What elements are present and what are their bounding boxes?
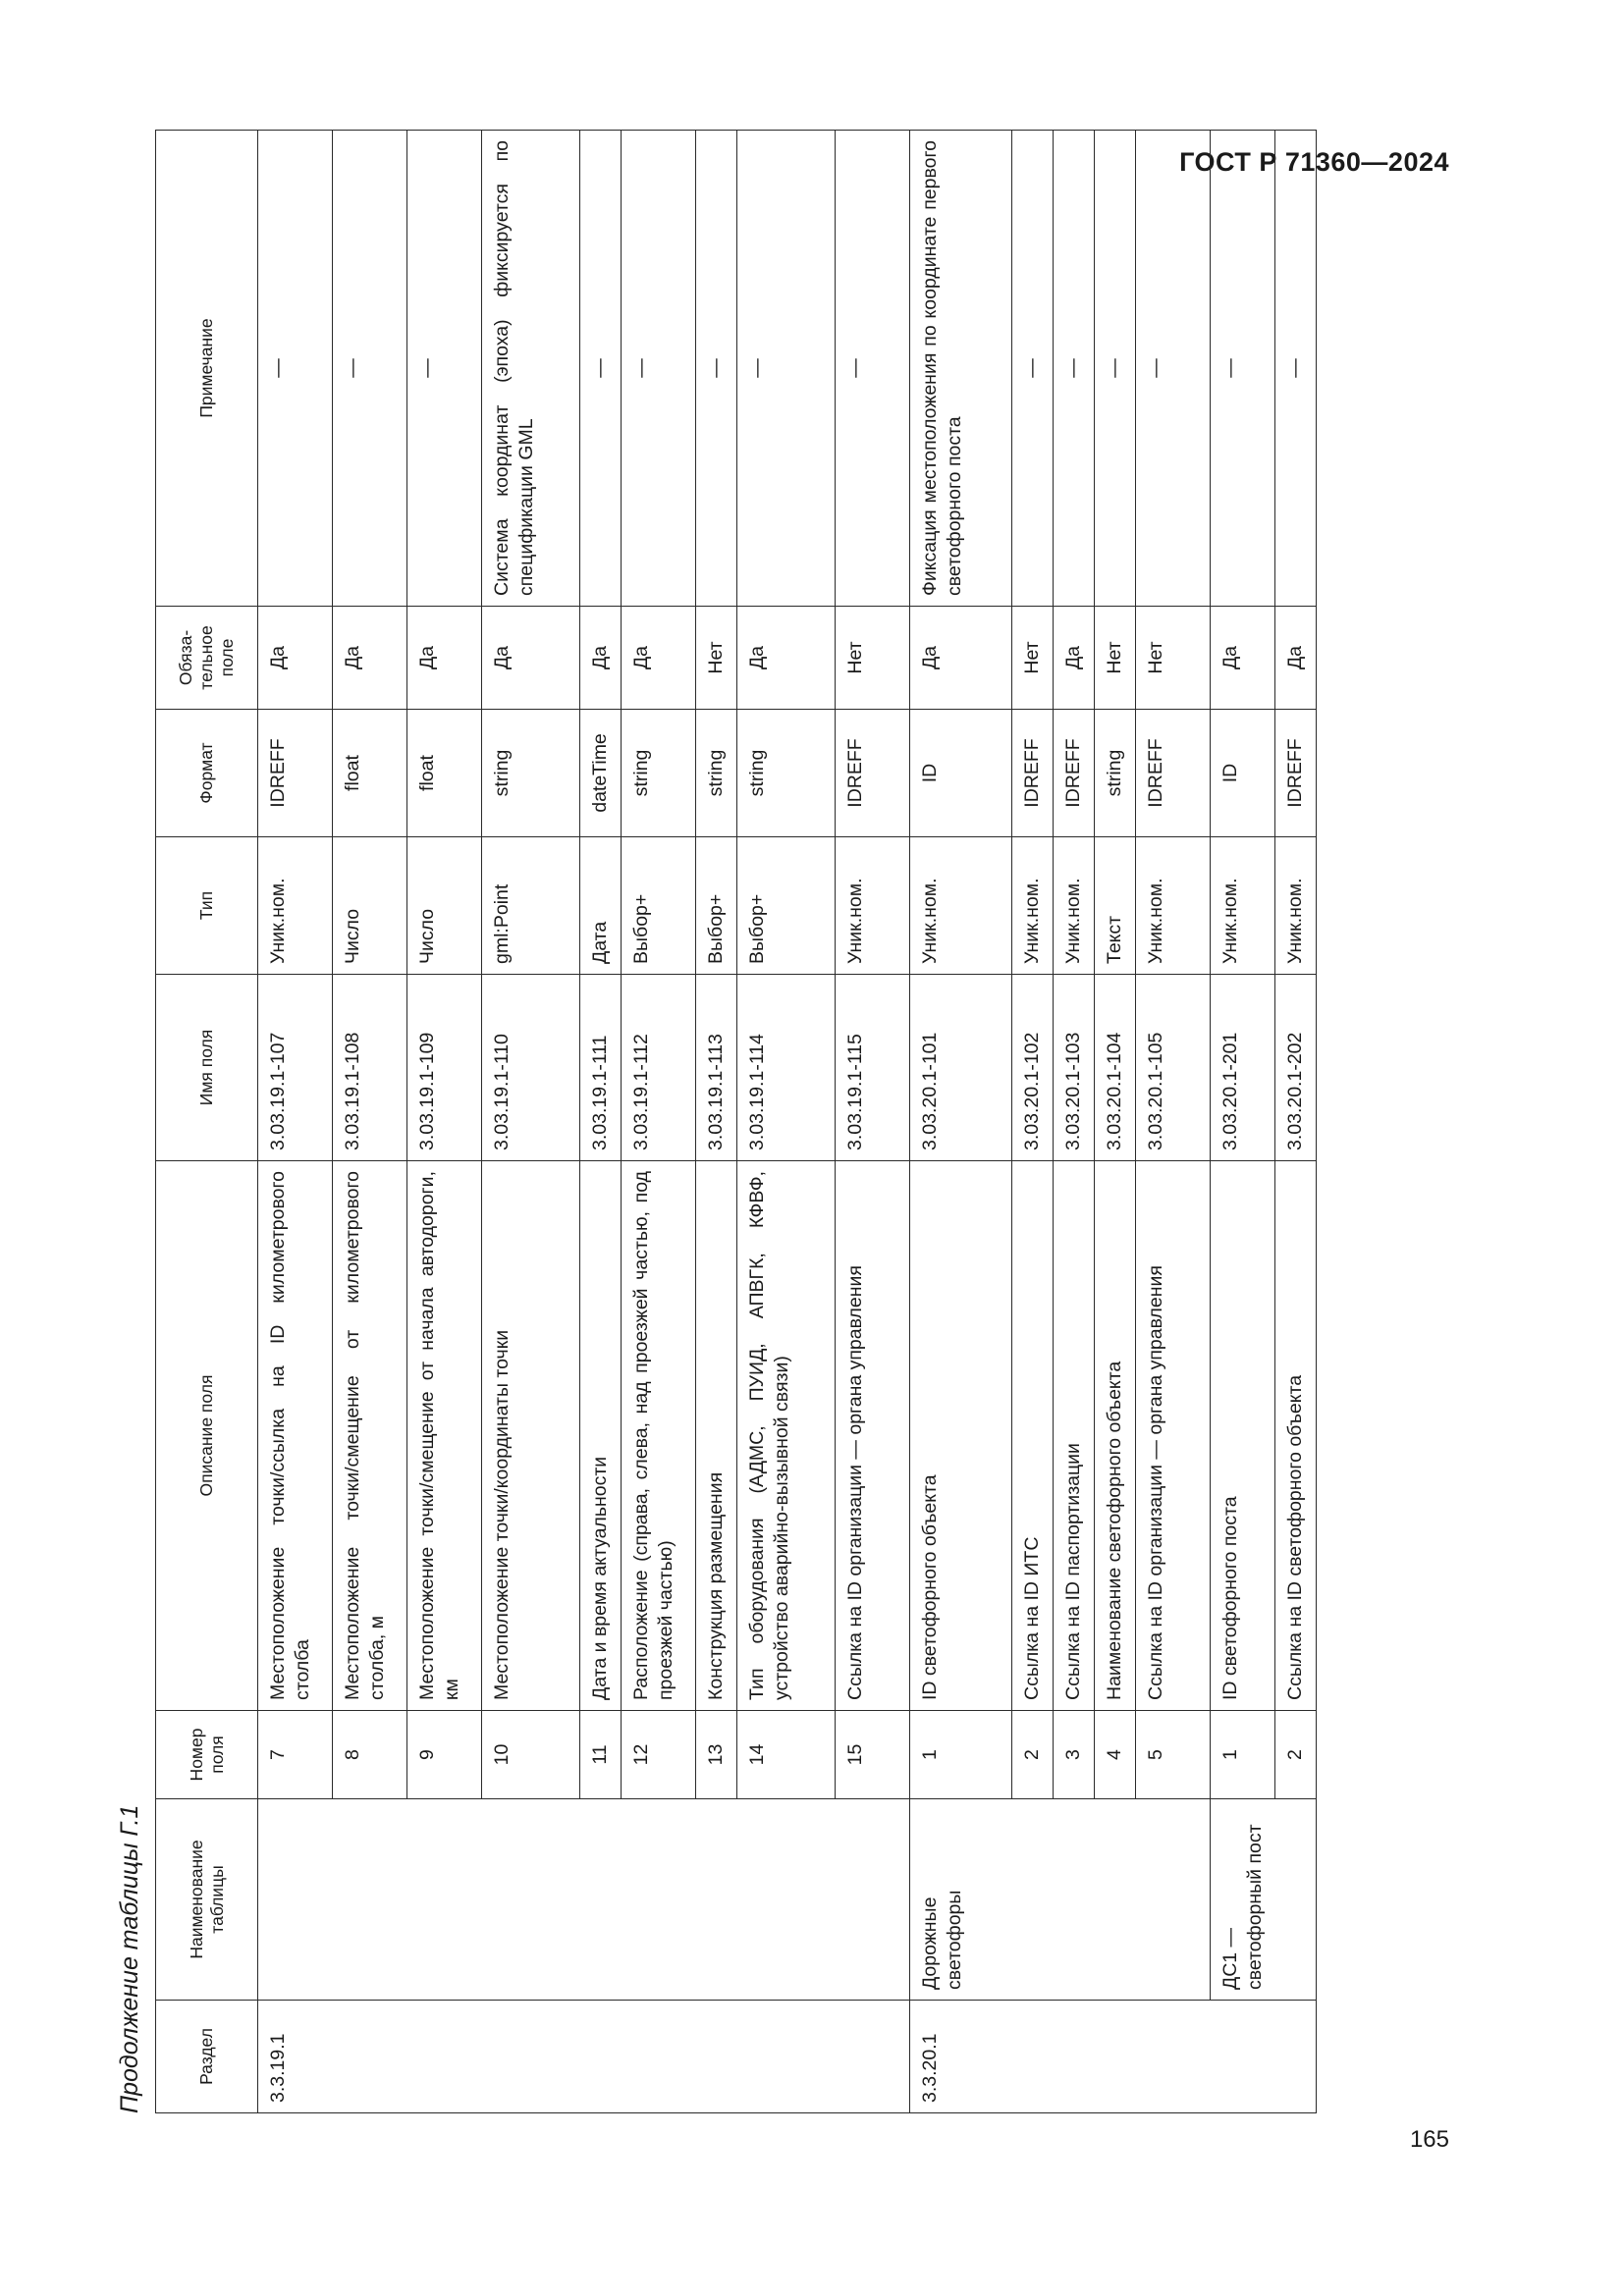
table-row	[1210, 131, 1274, 2113]
table-name-cell	[333, 1799, 407, 2001]
required-cell: Нет	[1094, 607, 1135, 710]
table-row	[736, 131, 835, 2113]
col-header-type: Тип	[156, 837, 258, 975]
table-name-cell	[1135, 1799, 1210, 2001]
table-row	[258, 131, 333, 2113]
field-number-cell: 7	[258, 1711, 333, 1799]
type-cell: Уник.ном.	[835, 837, 909, 975]
required-cell: Да	[909, 607, 1011, 710]
format-cell: IDREFF	[1053, 710, 1094, 837]
type-cell: Уник.ном.	[909, 837, 1011, 975]
table-name-cell	[835, 1799, 909, 2001]
note-cell: —	[1094, 131, 1135, 607]
format-cell: string	[695, 710, 736, 837]
col-header-field-description: Описание поля	[156, 1161, 258, 1711]
section-cell	[621, 2001, 695, 2113]
table-name-cell	[621, 1799, 695, 2001]
table-row	[1135, 131, 1210, 2113]
field-name-cell: 3.03.19.1-111	[580, 975, 622, 1161]
required-cell: Да	[258, 607, 333, 710]
required-cell: Да	[1210, 607, 1274, 710]
section-cell: 3.3.19.1	[258, 2001, 333, 2113]
field-number-cell: 4	[1094, 1711, 1135, 1799]
format-cell: IDREFF	[835, 710, 909, 837]
field-number-cell: 13	[695, 1711, 736, 1799]
field-name-cell: 3.03.20.1-102	[1011, 975, 1053, 1161]
field-description-cell: Местоположение точки/координаты точки	[482, 1161, 580, 1711]
field-name-cell: 3.03.20.1-201	[1210, 975, 1274, 1161]
format-cell: IDREFF	[258, 710, 333, 837]
field-name-cell: 3.03.20.1-105	[1135, 975, 1210, 1161]
table-name-cell	[1053, 1799, 1094, 2001]
field-name-cell: 3.03.19.1-112	[621, 975, 695, 1161]
field-description-cell: Ссылка на ID паспортизации	[1053, 1161, 1094, 1711]
table-name-cell	[736, 1799, 835, 2001]
table-row	[1094, 131, 1135, 2113]
format-cell: float	[407, 710, 482, 837]
table-row	[621, 131, 695, 2113]
field-number-cell: 14	[736, 1711, 835, 1799]
format-cell: string	[482, 710, 580, 837]
required-cell: Да	[1275, 607, 1317, 710]
note-cell: —	[736, 131, 835, 607]
type-cell: Выбор+	[736, 837, 835, 975]
field-name-cell: 3.03.19.1-113	[695, 975, 736, 1161]
format-cell: string	[621, 710, 695, 837]
required-cell: Да	[1053, 607, 1094, 710]
table-row	[909, 131, 1011, 2113]
rotated-table-container	[112, 131, 1457, 2113]
required-cell: Нет	[835, 607, 909, 710]
page-number: 165	[1409, 2126, 1449, 2153]
table-name-cell	[258, 1799, 333, 2001]
section-cell	[1011, 2001, 1053, 2113]
note-cell: —	[1011, 131, 1053, 607]
table-name-cell	[1094, 1799, 1135, 2001]
field-name-cell: 3.03.19.1-108	[333, 975, 407, 1161]
table-name-cell: Дорожные светофоры	[909, 1799, 1011, 2001]
section-cell	[1210, 2001, 1274, 2113]
format-cell: float	[333, 710, 407, 837]
field-name-cell: 3.03.19.1-114	[736, 975, 835, 1161]
field-description-cell: Ссылка на ID светофорного объекта	[1275, 1161, 1317, 1711]
field-description-cell: Местоположение точки/смещение от километрового столба, м	[333, 1161, 407, 1711]
field-number-cell: 15	[835, 1711, 909, 1799]
section-cell	[482, 2001, 580, 2113]
format-cell: ID	[1210, 710, 1274, 837]
table-name-cell	[695, 1799, 736, 2001]
field-name-cell: 3.03.20.1-104	[1094, 975, 1135, 1161]
field-number-cell: 8	[333, 1711, 407, 1799]
required-cell: Да	[736, 607, 835, 710]
field-description-cell: Ссылка на ID организации — органа управления	[835, 1161, 909, 1711]
section-cell	[1135, 2001, 1210, 2113]
field-description-cell: Ссылка на ID организации — органа управления	[1135, 1161, 1210, 1711]
required-cell: Нет	[695, 607, 736, 710]
field-name-cell: 3.03.20.1-202	[1275, 975, 1317, 1161]
field-description-cell: Ссылка на ID ИТС	[1011, 1161, 1053, 1711]
table-name-cell: ДС1 — светофорный пост	[1210, 1799, 1274, 2001]
section-cell	[407, 2001, 482, 2113]
section-cell	[736, 2001, 835, 2113]
section-cell	[580, 2001, 622, 2113]
note-cell: Система координат (эпоха) фиксируется по спецификации GML	[482, 131, 580, 607]
format-cell: string	[736, 710, 835, 837]
table-row	[407, 131, 482, 2113]
field-number-cell: 10	[482, 1711, 580, 1799]
field-name-cell: 3.03.19.1-107	[258, 975, 333, 1161]
required-cell: Нет	[1135, 607, 1210, 710]
type-cell: Число	[333, 837, 407, 975]
table-header-row	[156, 131, 258, 2113]
data-table	[155, 130, 1317, 2113]
table-caption: Продолжение таблицы Г.1	[116, 1804, 143, 2113]
section-cell	[835, 2001, 909, 2113]
type-cell: Уник.ном.	[258, 837, 333, 975]
type-cell: Уник.ном.	[1135, 837, 1210, 975]
field-description-cell: ID светофорного объекта	[909, 1161, 1011, 1711]
table-name-cell	[1011, 1799, 1053, 2001]
col-header-table-name: Наименование таблицы	[156, 1799, 258, 2001]
note-cell: —	[1210, 131, 1274, 607]
field-number-cell: 9	[407, 1711, 482, 1799]
section-cell	[333, 2001, 407, 2113]
table-row	[482, 131, 580, 2113]
type-cell: gml:Point	[482, 837, 580, 975]
field-number-cell: 3	[1053, 1711, 1094, 1799]
section-cell	[1275, 2001, 1317, 2113]
note-cell: —	[333, 131, 407, 607]
table-row	[835, 131, 909, 2113]
note-cell: —	[1275, 131, 1317, 607]
required-cell: Нет	[1011, 607, 1053, 710]
table-row	[1053, 131, 1094, 2113]
note-cell: —	[580, 131, 622, 607]
note-cell: —	[258, 131, 333, 607]
type-cell: Выбор+	[695, 837, 736, 975]
type-cell: Уник.ном.	[1011, 837, 1053, 975]
note-cell: —	[1053, 131, 1094, 607]
field-name-cell: 3.03.19.1-110	[482, 975, 580, 1161]
table-row	[333, 131, 407, 2113]
col-header-field-number: Номер поля	[156, 1711, 258, 1799]
field-description-cell: ID светофорного поста	[1210, 1161, 1274, 1711]
field-number-cell: 5	[1135, 1711, 1210, 1799]
type-cell: Текст	[1094, 837, 1135, 975]
format-cell: string	[1094, 710, 1135, 837]
type-cell: Уник.ном.	[1053, 837, 1094, 975]
required-cell: Да	[482, 607, 580, 710]
field-name-cell: 3.03.19.1-115	[835, 975, 909, 1161]
format-cell: IDREFF	[1275, 710, 1317, 837]
table-name-cell	[407, 1799, 482, 2001]
note-cell: —	[1135, 131, 1210, 607]
table-row	[1011, 131, 1053, 2113]
note-cell: —	[407, 131, 482, 607]
type-cell: Число	[407, 837, 482, 975]
col-header-section: Раздел	[156, 2001, 258, 2113]
note-cell: Фиксация местоположения по координате первого светофорного поста	[909, 131, 1011, 607]
type-cell: Уник.ном.	[1210, 837, 1274, 975]
note-cell: —	[695, 131, 736, 607]
field-description-cell: Местоположение точки/смещение от начала автодороги, км	[407, 1161, 482, 1711]
field-name-cell: 3.03.19.1-109	[407, 975, 482, 1161]
type-cell: Выбор+	[621, 837, 695, 975]
format-cell: ID	[909, 710, 1011, 837]
section-cell	[1094, 2001, 1135, 2113]
field-description-cell: Конструкция размещения	[695, 1161, 736, 1711]
col-header-field-name: Имя поля	[156, 975, 258, 1161]
field-description-cell: Дата и время актуальности	[580, 1161, 622, 1711]
field-number-cell: 1	[909, 1711, 1011, 1799]
table-row	[1275, 131, 1317, 2113]
format-cell: dateTime	[580, 710, 622, 837]
field-name-cell: 3.03.20.1-103	[1053, 975, 1094, 1161]
field-description-cell: Наименование светофорного объекта	[1094, 1161, 1135, 1711]
col-header-format: Формат	[156, 710, 258, 837]
format-cell: IDREFF	[1011, 710, 1053, 837]
section-cell: 3.3.20.1	[909, 2001, 1011, 2113]
field-number-cell: 1	[1210, 1711, 1274, 1799]
format-cell: IDREFF	[1135, 710, 1210, 837]
field-number-cell: 2	[1011, 1711, 1053, 1799]
field-name-cell: 3.03.20.1-101	[909, 975, 1011, 1161]
table-name-cell	[580, 1799, 622, 2001]
table-row	[695, 131, 736, 2113]
field-number-cell: 11	[580, 1711, 622, 1799]
field-description-cell: Местоположение точки/ссылка на ID километрового столба	[258, 1161, 333, 1711]
field-number-cell: 12	[621, 1711, 695, 1799]
required-cell: Да	[407, 607, 482, 710]
note-cell: —	[835, 131, 909, 607]
table-name-cell	[482, 1799, 580, 2001]
standard-code: ГОСТ Р 71360—2024	[1179, 147, 1449, 177]
type-cell: Дата	[580, 837, 622, 975]
required-cell: Да	[580, 607, 622, 710]
table-row	[580, 131, 622, 2113]
required-cell: Да	[621, 607, 695, 710]
note-cell: —	[621, 131, 695, 607]
col-header-required: Обяза-тельное поле	[156, 607, 258, 710]
table-body	[258, 131, 1317, 2113]
section-cell	[695, 2001, 736, 2113]
type-cell: Уник.ном.	[1275, 837, 1317, 975]
field-description-cell: Расположение (справа, слева, над проезжей частью, под проезжей частью)	[621, 1161, 695, 1711]
field-description-cell: Тип оборудования (АДМС, ПУИД, АПВГК, КФВФ, устройство аварийно-вызывной связи)	[736, 1161, 835, 1711]
required-cell: Да	[333, 607, 407, 710]
section-cell	[1053, 2001, 1094, 2113]
table-name-cell	[1275, 1799, 1317, 2001]
field-number-cell: 2	[1275, 1711, 1317, 1799]
col-header-note: Примечание	[156, 131, 258, 607]
